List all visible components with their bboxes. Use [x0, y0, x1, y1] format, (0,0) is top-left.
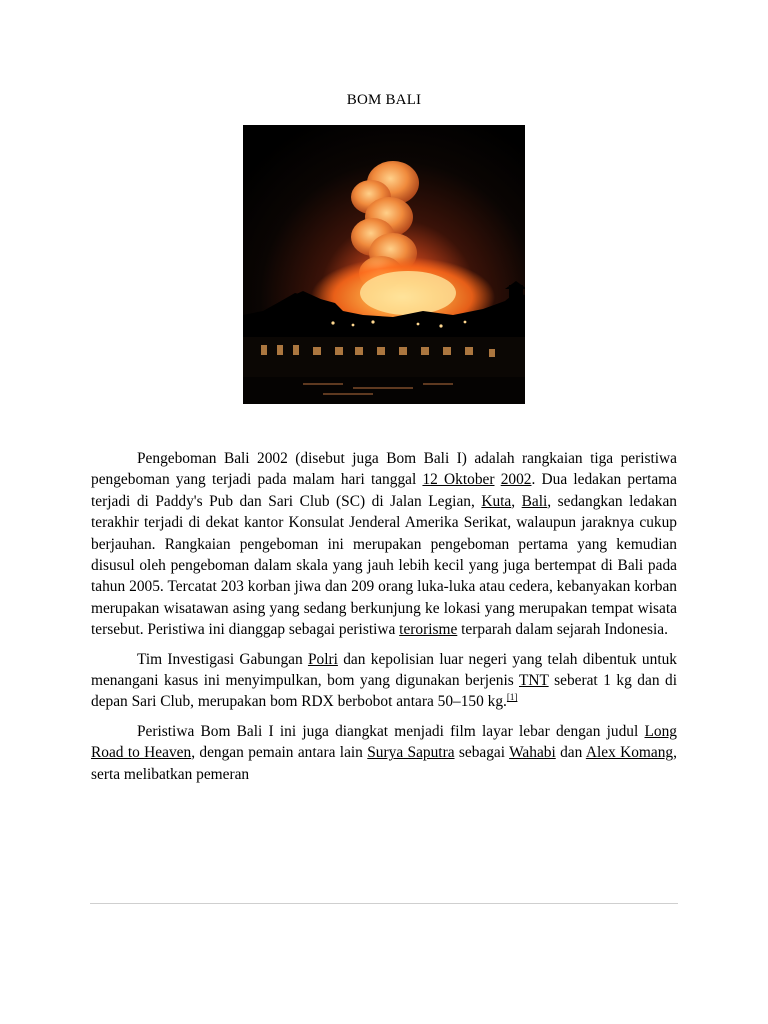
text-run: ,	[511, 492, 522, 510]
footnote-ref	[507, 692, 518, 702]
divider	[90, 903, 678, 904]
inline-link[interactable]: Polri	[307, 650, 338, 668]
paragraph-2	[91, 649, 677, 713]
text-run: Pengeboman Bali 2002 (disebut juga Bom Bali I) adalah rangkaian tiga peristiwa pengeboman yang terjadi pada malam hari tanggal	[91, 450, 677, 489]
text-run: Peristiwa Bom Bali I ini juga diangkat menjadi film layar lebar dengan judul	[137, 722, 645, 740]
inline-link[interactable]: Alex Komang	[585, 744, 674, 762]
text-run: , serta melibatkan pemeran	[91, 744, 677, 783]
page-title: BOM BALI	[346, 92, 422, 108]
text-run: dan	[555, 744, 586, 762]
text-run: sebagai	[454, 744, 510, 762]
text-run: seberat 1 kg dan di depan Sari Club, merupakan bom RDX berbobot antara 50–150 kg.	[91, 672, 677, 711]
inline-link[interactable]: Kuta	[481, 492, 512, 510]
text-run: Tim Investigasi Gabungan	[137, 650, 308, 668]
article-body	[91, 448, 677, 793]
inline-link[interactable]: 2002	[500, 471, 532, 489]
inline-link[interactable]: TNT	[518, 672, 549, 690]
reference-link[interactable]: [1]	[506, 692, 518, 703]
paragraph-1	[91, 448, 677, 641]
explosion-photo-graphic	[243, 125, 525, 404]
inline-link[interactable]: Long Road to Heaven	[91, 722, 677, 762]
inline-link[interactable]: Bali	[521, 492, 548, 510]
inline-link[interactable]: 12 Oktober	[422, 471, 495, 489]
explosion-photo	[243, 125, 525, 404]
text-run: , sedangkan ledakan terakhir terjadi di dekat kantor Konsulat Jenderal Amerika Serikat, walaupun jaraknya cukup berjauhan. Rangkaian pengeboman ini merupakan pengeboman pertama yang kemudian disusul oleh pengeboman dalam skala yang jauh lebih kecil yang juga bertempat di Bali pada tahun 2005. Tercatat 203 korban jiwa dan 209 orang luka-luka atau cedera, kebanyakan korban merupakan wisatawan asing yang sedang berkunjung ke lokasi yang merupakan tempat wisata tersebut. Peristiwa ini dianggap sebagai peristiwa	[91, 492, 677, 639]
inline-link[interactable]: Surya Saputra	[367, 744, 455, 762]
inline-link[interactable]: terorisme	[399, 621, 458, 639]
text-run: , dengan pemain antara lain	[191, 744, 368, 762]
inline-link[interactable]: Wahabi	[509, 744, 556, 762]
text-run: terparah dalam sejarah Indonesia.	[457, 621, 668, 639]
text-run: dan kepolisian luar negeri yang telah dibentuk untuk menangani kasus ini menyimpulkan, bom yang digunakan berjenis	[91, 650, 677, 690]
paragraph-3	[91, 721, 677, 785]
text-run: . Dua ledakan pertama terjadi di Paddy's Pub dan Sari Club (SC) di Jalan Legian,	[91, 471, 677, 510]
